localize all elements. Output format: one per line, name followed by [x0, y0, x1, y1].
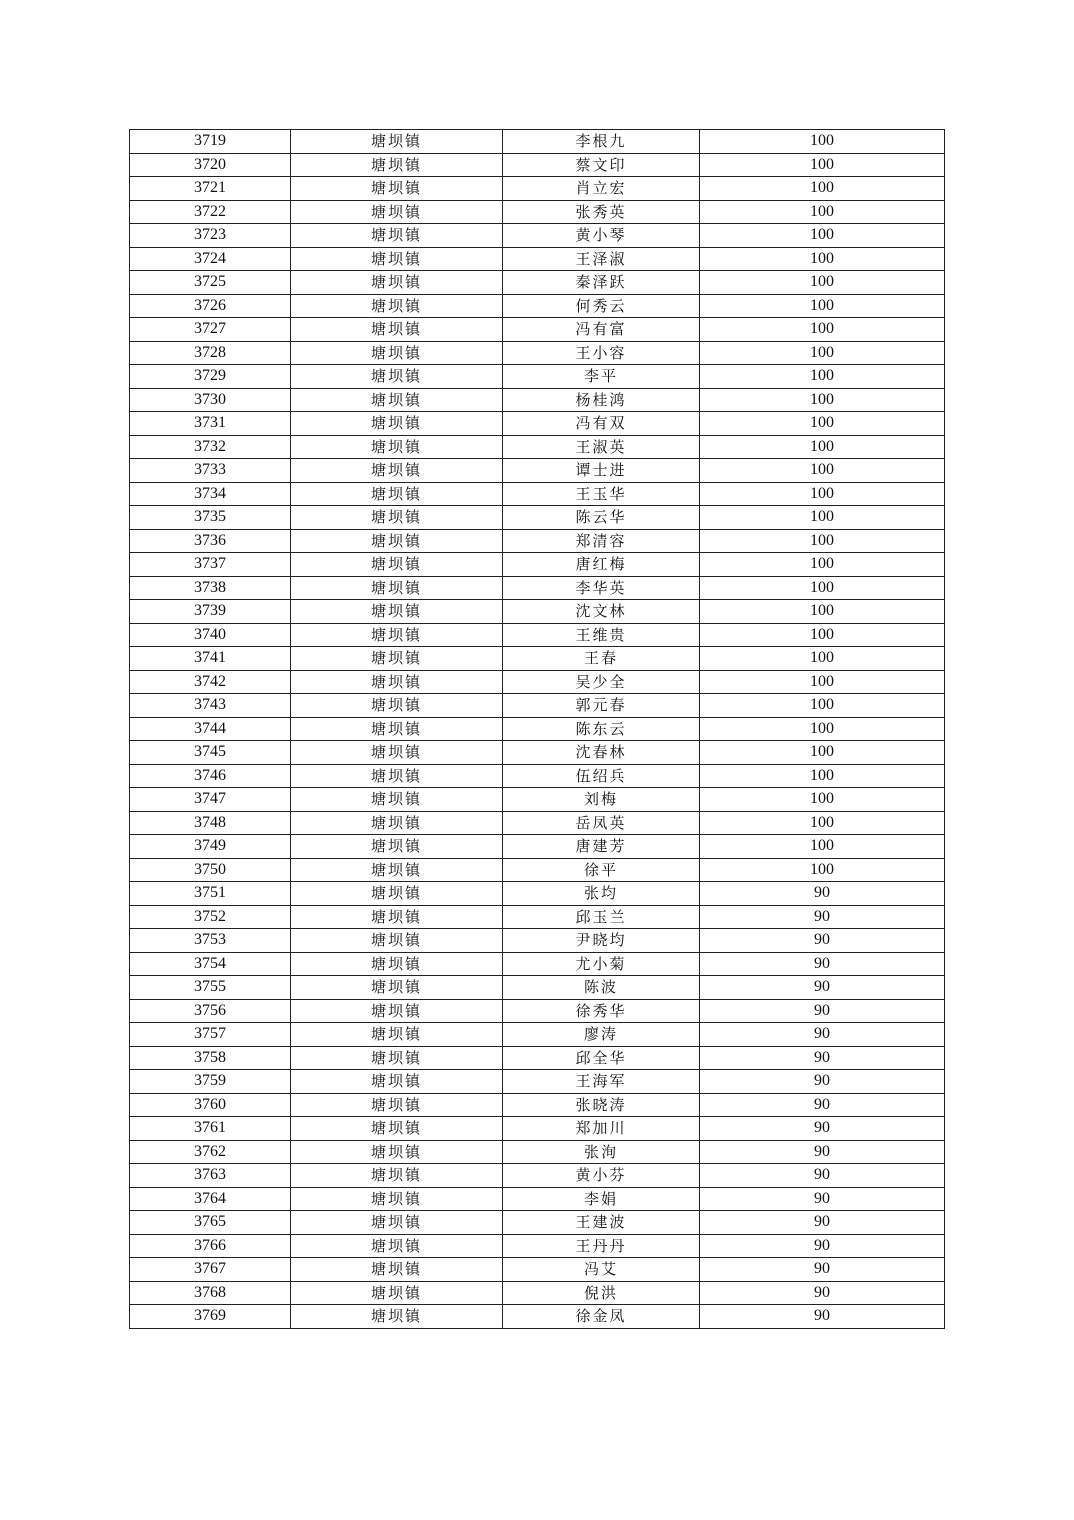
town-cell: 塘坝镇: [291, 670, 503, 694]
table-row: [130, 1234, 945, 1258]
table-row: [130, 224, 945, 248]
table-row: [130, 529, 945, 553]
amount-cell: 90: [700, 976, 945, 1000]
serial-number-cell: 3758: [130, 1046, 291, 1070]
serial-number-cell: 3731: [130, 412, 291, 436]
serial-number-cell: 3753: [130, 929, 291, 953]
table-row: [130, 1305, 945, 1329]
amount-cell: 100: [700, 717, 945, 741]
town-cell: 塘坝镇: [291, 388, 503, 412]
name-cell: 王建波: [503, 1211, 700, 1235]
name-cell: 沈春林: [503, 741, 700, 765]
serial-number-cell: 3730: [130, 388, 291, 412]
town-cell: 塘坝镇: [291, 788, 503, 812]
serial-number-cell: 3723: [130, 224, 291, 248]
amount-cell: 100: [700, 835, 945, 859]
serial-number-cell: 3743: [130, 694, 291, 718]
name-cell: 邱玉兰: [503, 905, 700, 929]
amount-cell: 100: [700, 130, 945, 154]
table-row: [130, 929, 945, 953]
name-cell: 李娟: [503, 1187, 700, 1211]
town-cell: 塘坝镇: [291, 435, 503, 459]
name-cell: 李华英: [503, 576, 700, 600]
amount-cell: 100: [700, 670, 945, 694]
amount-cell: 100: [700, 459, 945, 483]
amount-cell: 100: [700, 224, 945, 248]
town-cell: 塘坝镇: [291, 1046, 503, 1070]
amount-cell: 100: [700, 294, 945, 318]
name-cell: 吴少全: [503, 670, 700, 694]
serial-number-cell: 3766: [130, 1234, 291, 1258]
name-cell: 王丹丹: [503, 1234, 700, 1258]
serial-number-cell: 3735: [130, 506, 291, 530]
serial-number-cell: 3729: [130, 365, 291, 389]
table-row: [130, 1211, 945, 1235]
name-cell: 唐红梅: [503, 553, 700, 577]
amount-cell: 100: [700, 694, 945, 718]
serial-number-cell: 3757: [130, 1023, 291, 1047]
name-cell: 徐金凤: [503, 1305, 700, 1329]
table-row: [130, 788, 945, 812]
name-cell: 郭元春: [503, 694, 700, 718]
amount-cell: 90: [700, 1281, 945, 1305]
table-row: [130, 952, 945, 976]
table-row: [130, 1023, 945, 1047]
town-cell: 塘坝镇: [291, 600, 503, 624]
amount-cell: 90: [700, 1117, 945, 1141]
amount-cell: 90: [700, 952, 945, 976]
name-cell: 李平: [503, 365, 700, 389]
town-cell: 塘坝镇: [291, 130, 503, 154]
amount-cell: 100: [700, 553, 945, 577]
amount-cell: 100: [700, 388, 945, 412]
town-cell: 塘坝镇: [291, 1305, 503, 1329]
serial-number-cell: 3742: [130, 670, 291, 694]
name-cell: 王泽淑: [503, 247, 700, 271]
name-cell: 王小容: [503, 341, 700, 365]
amount-cell: 100: [700, 576, 945, 600]
town-cell: 塘坝镇: [291, 506, 503, 530]
table-row: [130, 764, 945, 788]
serial-number-cell: 3733: [130, 459, 291, 483]
amount-cell: 100: [700, 482, 945, 506]
amount-cell: 90: [700, 1140, 945, 1164]
name-cell: 王玉华: [503, 482, 700, 506]
amount-cell: 100: [700, 506, 945, 530]
amount-cell: 90: [700, 1258, 945, 1282]
table-row: [130, 412, 945, 436]
serial-number-cell: 3749: [130, 835, 291, 859]
serial-number-cell: 3724: [130, 247, 291, 271]
amount-cell: 100: [700, 318, 945, 342]
table-row: [130, 200, 945, 224]
table-row: [130, 341, 945, 365]
name-cell: 倪洪: [503, 1281, 700, 1305]
table-row: [130, 741, 945, 765]
amount-cell: 100: [700, 788, 945, 812]
town-cell: 塘坝镇: [291, 647, 503, 671]
town-cell: 塘坝镇: [291, 271, 503, 295]
table-row: [130, 1070, 945, 1094]
town-cell: 塘坝镇: [291, 929, 503, 953]
name-cell: 尹晓均: [503, 929, 700, 953]
amount-cell: 100: [700, 529, 945, 553]
name-cell: 蔡文印: [503, 153, 700, 177]
serial-number-cell: 3762: [130, 1140, 291, 1164]
name-cell: 何秀云: [503, 294, 700, 318]
serial-number-cell: 3769: [130, 1305, 291, 1329]
amount-cell: 90: [700, 1211, 945, 1235]
table-row: [130, 1117, 945, 1141]
serial-number-cell: 3768: [130, 1281, 291, 1305]
serial-number-cell: 3740: [130, 623, 291, 647]
town-cell: 塘坝镇: [291, 717, 503, 741]
serial-number-cell: 3752: [130, 905, 291, 929]
serial-number-cell: 3765: [130, 1211, 291, 1235]
name-cell: 邱全华: [503, 1046, 700, 1070]
table-row: [130, 365, 945, 389]
serial-number-cell: 3739: [130, 600, 291, 624]
table-row: [130, 1140, 945, 1164]
serial-number-cell: 3759: [130, 1070, 291, 1094]
serial-number-cell: 3756: [130, 999, 291, 1023]
name-cell: 黄小芬: [503, 1164, 700, 1188]
amount-cell: 90: [700, 1305, 945, 1329]
serial-number-cell: 3747: [130, 788, 291, 812]
serial-number-cell: 3767: [130, 1258, 291, 1282]
serial-number-cell: 3748: [130, 811, 291, 835]
name-cell: 郑加川: [503, 1117, 700, 1141]
amount-cell: 100: [700, 647, 945, 671]
town-cell: 塘坝镇: [291, 1070, 503, 1094]
amount-cell: 90: [700, 1164, 945, 1188]
town-cell: 塘坝镇: [291, 576, 503, 600]
name-cell: 谭士进: [503, 459, 700, 483]
table-row: [130, 388, 945, 412]
table-row: [130, 976, 945, 1000]
name-cell: 王海军: [503, 1070, 700, 1094]
town-cell: 塘坝镇: [291, 1140, 503, 1164]
serial-number-cell: 3746: [130, 764, 291, 788]
table-row: [130, 858, 945, 882]
town-cell: 塘坝镇: [291, 905, 503, 929]
table-row: [130, 811, 945, 835]
name-cell: 唐建芳: [503, 835, 700, 859]
amount-cell: 90: [700, 929, 945, 953]
town-cell: 塘坝镇: [291, 1281, 503, 1305]
serial-number-cell: 3728: [130, 341, 291, 365]
amount-cell: 100: [700, 153, 945, 177]
roster-table-body: [130, 130, 945, 1329]
town-cell: 塘坝镇: [291, 482, 503, 506]
amount-cell: 90: [700, 1234, 945, 1258]
town-cell: 塘坝镇: [291, 952, 503, 976]
serial-number-cell: 3751: [130, 882, 291, 906]
town-cell: 塘坝镇: [291, 224, 503, 248]
name-cell: 张均: [503, 882, 700, 906]
serial-number-cell: 3722: [130, 200, 291, 224]
table-row: [130, 177, 945, 201]
serial-number-cell: 3736: [130, 529, 291, 553]
town-cell: 塘坝镇: [291, 694, 503, 718]
name-cell: 岳凤英: [503, 811, 700, 835]
town-cell: 塘坝镇: [291, 294, 503, 318]
name-cell: 张晓涛: [503, 1093, 700, 1117]
table-row: [130, 247, 945, 271]
serial-number-cell: 3754: [130, 952, 291, 976]
table-row: [130, 294, 945, 318]
name-cell: 肖立宏: [503, 177, 700, 201]
name-cell: 陈东云: [503, 717, 700, 741]
table-row: [130, 271, 945, 295]
serial-number-cell: 3745: [130, 741, 291, 765]
amount-cell: 100: [700, 247, 945, 271]
name-cell: 陈波: [503, 976, 700, 1000]
amount-cell: 90: [700, 882, 945, 906]
town-cell: 塘坝镇: [291, 858, 503, 882]
name-cell: 徐平: [503, 858, 700, 882]
name-cell: 张洵: [503, 1140, 700, 1164]
town-cell: 塘坝镇: [291, 811, 503, 835]
name-cell: 冯有富: [503, 318, 700, 342]
amount-cell: 100: [700, 741, 945, 765]
table-row: [130, 647, 945, 671]
name-cell: 廖涛: [503, 1023, 700, 1047]
amount-cell: 100: [700, 177, 945, 201]
serial-number-cell: 3750: [130, 858, 291, 882]
serial-number-cell: 3721: [130, 177, 291, 201]
table-row: [130, 999, 945, 1023]
serial-number-cell: 3755: [130, 976, 291, 1000]
town-cell: 塘坝镇: [291, 1117, 503, 1141]
town-cell: 塘坝镇: [291, 365, 503, 389]
town-cell: 塘坝镇: [291, 1187, 503, 1211]
name-cell: 刘梅: [503, 788, 700, 812]
town-cell: 塘坝镇: [291, 412, 503, 436]
amount-cell: 100: [700, 600, 945, 624]
table-row: [130, 1046, 945, 1070]
table-row: [130, 318, 945, 342]
amount-cell: 90: [700, 1093, 945, 1117]
town-cell: 塘坝镇: [291, 553, 503, 577]
serial-number-cell: 3725: [130, 271, 291, 295]
name-cell: 沈文林: [503, 600, 700, 624]
town-cell: 塘坝镇: [291, 882, 503, 906]
amount-cell: 100: [700, 412, 945, 436]
serial-number-cell: 3726: [130, 294, 291, 318]
town-cell: 塘坝镇: [291, 153, 503, 177]
serial-number-cell: 3741: [130, 647, 291, 671]
table-row: [130, 435, 945, 459]
amount-cell: 100: [700, 271, 945, 295]
amount-cell: 100: [700, 764, 945, 788]
table-row: [130, 1164, 945, 1188]
serial-number-cell: 3763: [130, 1164, 291, 1188]
name-cell: 李根九: [503, 130, 700, 154]
town-cell: 塘坝镇: [291, 999, 503, 1023]
serial-number-cell: 3719: [130, 130, 291, 154]
town-cell: 塘坝镇: [291, 318, 503, 342]
serial-number-cell: 3760: [130, 1093, 291, 1117]
town-cell: 塘坝镇: [291, 1023, 503, 1047]
table-row: [130, 459, 945, 483]
town-cell: 塘坝镇: [291, 200, 503, 224]
name-cell: 杨桂鸿: [503, 388, 700, 412]
serial-number-cell: 3737: [130, 553, 291, 577]
serial-number-cell: 3720: [130, 153, 291, 177]
town-cell: 塘坝镇: [291, 1164, 503, 1188]
amount-cell: 100: [700, 858, 945, 882]
town-cell: 塘坝镇: [291, 741, 503, 765]
serial-number-cell: 3727: [130, 318, 291, 342]
table-row: [130, 130, 945, 154]
serial-number-cell: 3764: [130, 1187, 291, 1211]
serial-number-cell: 3732: [130, 435, 291, 459]
name-cell: 张秀英: [503, 200, 700, 224]
amount-cell: 90: [700, 1187, 945, 1211]
name-cell: 陈云华: [503, 506, 700, 530]
table-row: [130, 670, 945, 694]
town-cell: 塘坝镇: [291, 764, 503, 788]
amount-cell: 90: [700, 999, 945, 1023]
town-cell: 塘坝镇: [291, 341, 503, 365]
table-row: [130, 905, 945, 929]
town-cell: 塘坝镇: [291, 1234, 503, 1258]
town-cell: 塘坝镇: [291, 459, 503, 483]
amount-cell: 100: [700, 435, 945, 459]
amount-cell: 100: [700, 200, 945, 224]
name-cell: 伍绍兵: [503, 764, 700, 788]
table-row: [130, 576, 945, 600]
amount-cell: 100: [700, 341, 945, 365]
serial-number-cell: 3761: [130, 1117, 291, 1141]
table-row: [130, 1258, 945, 1282]
table-row: [130, 1093, 945, 1117]
town-cell: 塘坝镇: [291, 835, 503, 859]
amount-cell: 100: [700, 365, 945, 389]
town-cell: 塘坝镇: [291, 1258, 503, 1282]
amount-cell: 90: [700, 1070, 945, 1094]
table-row: [130, 717, 945, 741]
name-cell: 秦泽跃: [503, 271, 700, 295]
name-cell: 郑清容: [503, 529, 700, 553]
table-row: [130, 153, 945, 177]
amount-cell: 90: [700, 1046, 945, 1070]
serial-number-cell: 3738: [130, 576, 291, 600]
name-cell: 王春: [503, 647, 700, 671]
table-row: [130, 623, 945, 647]
name-cell: 王淑英: [503, 435, 700, 459]
town-cell: 塘坝镇: [291, 1093, 503, 1117]
name-cell: 冯有双: [503, 412, 700, 436]
serial-number-cell: 3744: [130, 717, 291, 741]
town-cell: 塘坝镇: [291, 976, 503, 1000]
amount-cell: 100: [700, 811, 945, 835]
table-row: [130, 1281, 945, 1305]
table-row: [130, 1187, 945, 1211]
name-cell: 冯艾: [503, 1258, 700, 1282]
name-cell: 徐秀华: [503, 999, 700, 1023]
table-row: [130, 835, 945, 859]
roster-table: [129, 129, 945, 1329]
town-cell: 塘坝镇: [291, 623, 503, 647]
serial-number-cell: 3734: [130, 482, 291, 506]
amount-cell: 90: [700, 1023, 945, 1047]
amount-cell: 100: [700, 623, 945, 647]
table-row: [130, 553, 945, 577]
town-cell: 塘坝镇: [291, 247, 503, 271]
table-row: [130, 506, 945, 530]
table-row: [130, 694, 945, 718]
town-cell: 塘坝镇: [291, 1211, 503, 1235]
table-row: [130, 882, 945, 906]
town-cell: 塘坝镇: [291, 177, 503, 201]
table-row: [130, 482, 945, 506]
name-cell: 黄小琴: [503, 224, 700, 248]
name-cell: 尤小菊: [503, 952, 700, 976]
name-cell: 王维贵: [503, 623, 700, 647]
table-row: [130, 600, 945, 624]
town-cell: 塘坝镇: [291, 529, 503, 553]
amount-cell: 90: [700, 905, 945, 929]
